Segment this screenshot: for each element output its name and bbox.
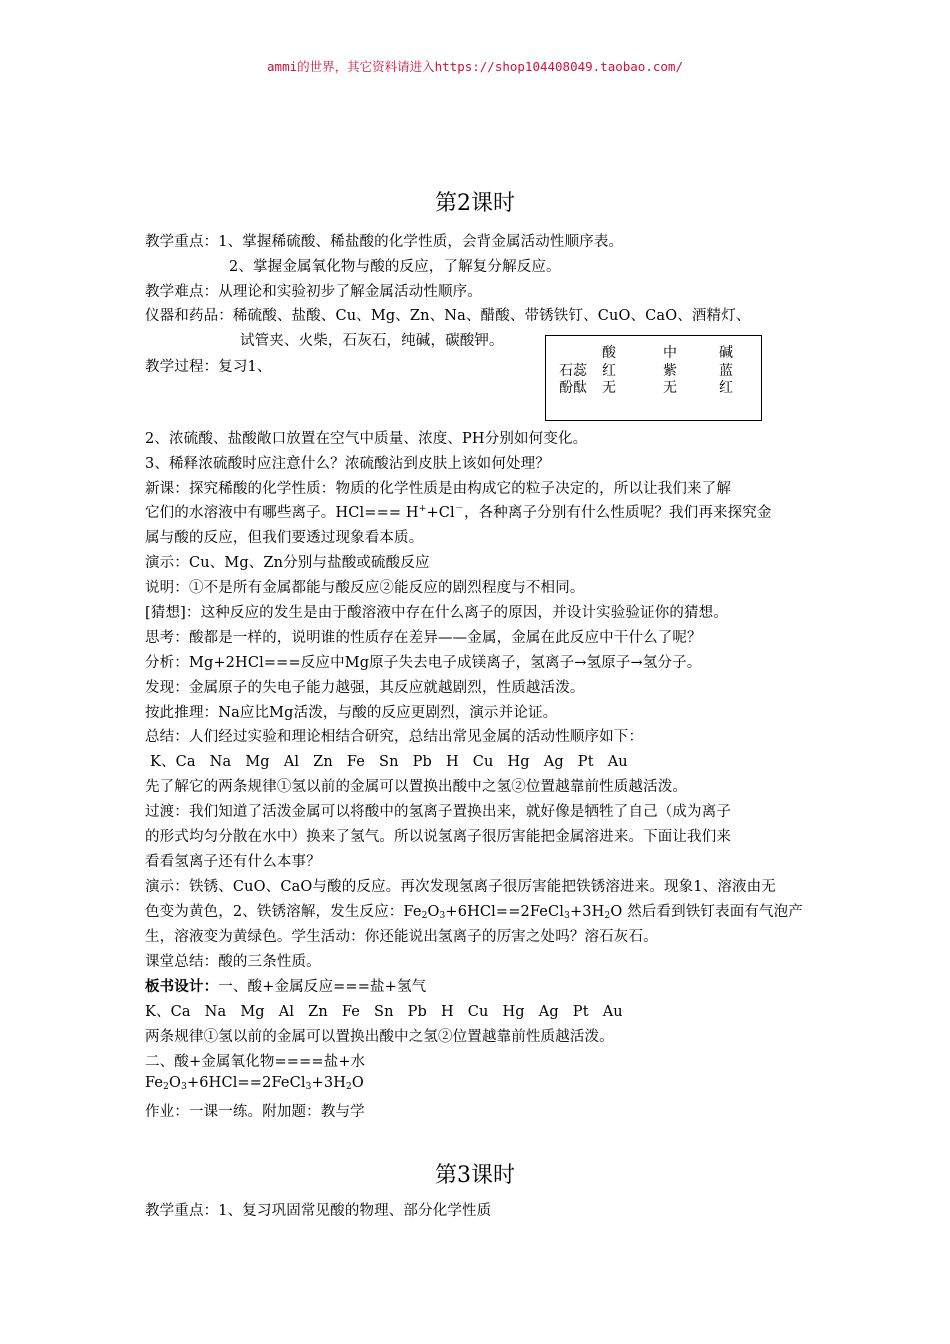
lesson-3-title: 第3课时	[435, 1163, 515, 1188]
indicator-header-neutral: 中	[663, 345, 677, 361]
metal-activity-series	[150, 750, 642, 771]
metal-symbol: K、Ca	[145, 1004, 191, 1020]
analysis-line: 分析：Mg+2HCl===反应中Mg原子失去电子成镁离子，氢离子→氢原子→氢分子。	[145, 655, 702, 671]
demo-text: O	[427, 904, 440, 920]
indicator-row-litmus	[546, 360, 763, 378]
lesson-2-title: 第2课时	[435, 191, 515, 216]
board-metal-activity-series	[145, 1000, 637, 1021]
review-3-line: 3、稀释浓硫酸时应注意什么？浓硫酸沾到皮肤上该如何处理？	[145, 456, 550, 472]
metal-symbol: Au	[602, 1004, 623, 1020]
metal-symbol: Au	[607, 754, 628, 770]
demo-2-line-1: 演示：铁锈、CuO、CaO与酸的反应。再次发现氢离子很厉害能把铁锈溶进来。现象1、溶液由无	[145, 879, 776, 895]
indicator-header-base: 碱	[719, 345, 733, 361]
demo-text: 色变为黄色，2、铁锈溶解，发生反应：Fe	[145, 904, 422, 920]
board-equation-line	[145, 1075, 364, 1092]
rules-line: 先了解它的两条规律①氢以前的金属可以置换出酸中之氢②位置越靠前性质越活泼。	[145, 779, 688, 795]
metal-symbol: Cu	[472, 754, 494, 770]
new-lesson-line-2	[145, 501, 772, 522]
metal-symbol: H	[445, 754, 459, 770]
page-header-link[interactable]: ammi的世界，其它资料请进入https://shop104408049.taobao.com/	[267, 59, 683, 74]
metal-symbol: Al	[283, 754, 300, 770]
indicator-value: 无	[663, 380, 677, 396]
metal-symbol: Hg	[502, 1004, 525, 1020]
equation-text: O	[169, 1075, 182, 1091]
subscript: 3	[181, 1082, 187, 1092]
metal-symbol: Na	[204, 1004, 227, 1020]
process-line: 教学过程：复习1、	[145, 359, 272, 375]
transition-line-2: 的形式均匀分散在水中）换来了氢气。所以说氢离子很厉害能把金属溶进来。下面让我们来	[145, 829, 731, 845]
homework-line: 作业：一课一练。附加题：教与学	[145, 1104, 365, 1120]
board-design-label: 板书设计：	[145, 978, 219, 995]
metal-symbol: Al	[278, 1004, 295, 1020]
board-design-line-1	[145, 975, 426, 996]
metal-symbol: Ag	[538, 1004, 559, 1020]
lesson-3-key-points-line: 教学重点：1、复习巩固常见酸的物理、部分化学性质	[145, 1203, 492, 1219]
indicator-value: 紫	[663, 363, 677, 379]
metal-symbol: Mg	[240, 1004, 265, 1020]
new-lesson-text: +Cl	[426, 505, 455, 521]
metal-symbol: Fe	[346, 754, 366, 770]
subscript: 3	[439, 911, 446, 921]
explain-line: 说明：①不是所有金属都能与酸反应②能反应的剧烈程度与不相同。	[145, 580, 585, 596]
superscript: －	[454, 504, 464, 514]
subscript: 3	[305, 1082, 312, 1092]
new-lesson-line-1: 新课：探究稀酸的化学性质：物质的化学性质是由构成它的粒子决定的，所以让我们来了解	[145, 481, 731, 497]
metal-symbol: Hg	[507, 754, 530, 770]
transition-line-3: 看看氢离子还有什么本事？	[145, 854, 321, 870]
metal-symbol: Ag	[543, 754, 564, 770]
indicator-value: 蓝	[719, 363, 733, 379]
equation-text: +6HCl==2FeCl	[186, 1075, 306, 1091]
transition-line-1: 过渡：我们知道了活泼金属可以将酸中的氢离子置换出来，就好像是牺牲了自己（成为离子	[145, 804, 731, 820]
demo-2-line-2	[145, 900, 803, 921]
metal-symbol: Pt	[577, 754, 594, 770]
difficulty-line: 教学难点：从理论和实验初步了解金属活动性顺序。	[145, 284, 482, 300]
metal-symbol: Pb	[407, 1004, 427, 1020]
guess-line: [猜想]：这种反应的发生是由于酸溶液中存在什么离子的原因，并设计实验验证你的猜想。	[145, 605, 728, 621]
metal-symbol: Cu	[467, 1004, 489, 1020]
metal-symbol: Sn	[379, 754, 399, 770]
indicator-name: 酚酞	[559, 380, 587, 396]
subscript: 3	[564, 911, 570, 921]
equation-text: +3H	[311, 1075, 347, 1091]
demo-text: +6HCl==2FeCl	[445, 904, 565, 920]
superscript: +	[418, 504, 427, 514]
equation-text: Fe	[145, 1075, 164, 1091]
indicator-value: 红	[602, 363, 616, 379]
indicator-header-row	[546, 342, 763, 360]
demo-2-line-3: 生，溶液变为黄绿色。学生活动：你还能说出氢离子的厉害之处吗？溶石灰石。	[145, 929, 658, 945]
metal-symbol: Fe	[341, 1004, 361, 1020]
think-line: 思考：酸都是一样的，说明谁的性质存在差异——金属，金属在此反应中干什么了呢？	[145, 630, 702, 646]
metal-symbol: Sn	[374, 1004, 394, 1020]
materials-line-1: 仪器和药品：稀硫酸、盐酸、Cu、Mg、Zn、Na、醋酸、带锈铁钉、CuO、CaO、酒精灯、	[145, 308, 751, 324]
inference-line: 按此推理：Na应比Mg活泼，与酸的反应更剧烈，演示并论证。	[145, 705, 558, 721]
new-lesson-text: ，各种离子分别有什么性质呢？我们再来探究金	[463, 505, 772, 521]
new-lesson-line-3: 属与酸的反应，但我们要透过现象看本质。	[145, 530, 424, 546]
indicator-color-table	[545, 335, 762, 421]
discovery-line: 发现：金属原子的失电子能力越强，其反应就越剧烈，性质越活泼。	[145, 680, 585, 696]
metal-symbol: Na	[209, 754, 232, 770]
class-summary-line: 课堂总结：酸的三条性质。	[145, 954, 321, 970]
key-points-line-1: 教学重点：1、掌握稀硫酸、稀盐酸的化学性质，会背金属活动性顺序表。	[145, 234, 624, 250]
demo-text: O 然后看到铁钉表面有气泡产	[610, 904, 803, 920]
metal-symbol: Pb	[412, 754, 432, 770]
indicator-value: 无	[602, 380, 616, 396]
summary-line: 总结：人们经过实验和理论相结合研究，总结出常见金属的活动性顺序如下：	[145, 729, 644, 745]
metal-symbol: Zn	[308, 1004, 328, 1020]
subscript: 2	[346, 1082, 352, 1092]
demo-1-line: 演示：Cu、Mg、Zn分别与盐酸或硫酸反应	[145, 555, 430, 571]
indicator-name: 石蕊	[559, 363, 587, 379]
indicator-row-phenolphthalein	[546, 377, 763, 395]
subscript: 2	[163, 1082, 170, 1092]
metal-symbol: Mg	[245, 754, 270, 770]
subscript: 2	[604, 911, 611, 921]
board-rules-line: 两条规律①氢以前的金属可以置换出酸中之氢②位置越靠前性质越活泼。	[145, 1029, 614, 1045]
metal-symbol: Zn	[313, 754, 333, 770]
demo-text: +3H	[569, 904, 605, 920]
indicator-header-acid: 酸	[602, 345, 616, 361]
metal-symbol: K、Ca	[150, 754, 196, 770]
key-points-line-2: 2、掌握金属氧化物与酸的反应，了解复分解反应。	[229, 259, 561, 275]
review-2-line: 2、浓硫酸、盐酸敞口放置在空气中质量、浓度、PH分别如何变化。	[145, 431, 588, 447]
metal-symbol: H	[440, 1004, 454, 1020]
materials-line-2: 试管夹、火柴，石灰石，纯碱，碳酸钾。	[240, 333, 504, 349]
subscript: 2	[421, 911, 428, 921]
indicator-value: 红	[719, 380, 733, 396]
board-design-text: 一、酸+金属反应===盐+氢气	[218, 979, 427, 995]
equation-text: O	[351, 1075, 364, 1091]
new-lesson-text: 它们的水溶液中有哪些离子。HCl=== H	[145, 505, 419, 521]
metal-symbol: Pt	[572, 1004, 589, 1020]
board-design-line-2: 二、酸+金属氧化物====盐+水	[145, 1054, 366, 1070]
